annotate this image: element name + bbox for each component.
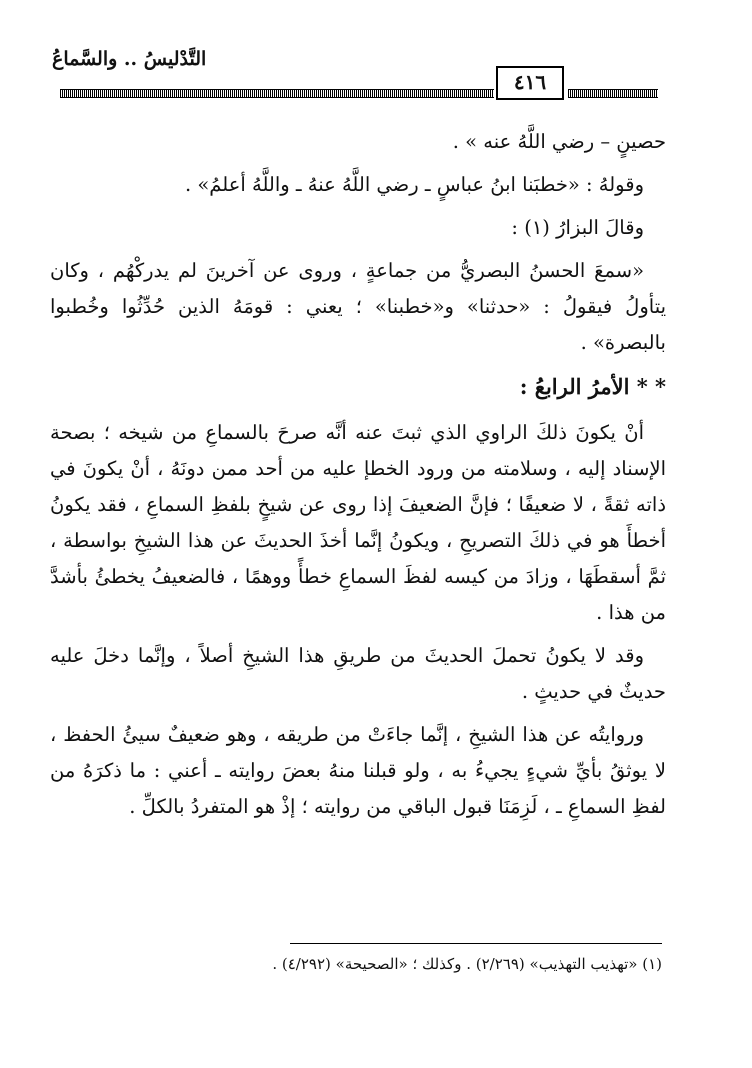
paragraph-7: وروايتُه عن هذا الشيخِ ، إنَّما جاءَتْ من طريقه ، وهو ضعيفٌ سيئُ الحفظ ، لا يوثقُ بأيِّ شيءٍ يجيءُ به ، ولو قبلنا منهُ بعضَ روايته ـ أعني : ما ذكرَهُ من لفظِ السماعِ ـ ، لَزِمَنَا قبول الباقي من روايته ؛ إذْ هو المتفردُ بالكلِّ . [50,723,666,818]
header-rule-right [568,89,658,98]
header-rule-left [60,89,494,98]
paragraph-6: وقد لا يكونُ تحملَ الحديثَ من طريقِ هذا الشيخِ أصلاً ، وإنَّما دخلَ عليه حديثٌ في حديثٍ . [50,644,666,703]
paragraph-1: حصينٍ – رضي اللَّهُ عنه » . [452,130,666,153]
running-title: التَّدْليسُ .. والسَّماعُ [52,48,207,70]
footnote-divider [290,943,662,944]
section-heading: * * الأمرُ الرابعُ : [519,374,666,399]
page-number: ٤١٦ [513,70,547,94]
body-text [50,124,666,832]
page-number-box [496,66,564,100]
paragraph-3: وقالَ البزارُ (١) : [511,216,644,239]
paragraph-2: وقولهُ : «خطبَنا ابنُ عباسٍ ـ رضي اللَّهُ عنهُ ـ واللَّهُ أعلمُ» . [184,173,644,196]
footnote: (١) «تهذيب التهذيب» (٢/٢٦٩) . وكذلك ؛ «الصحيحة» (٤/٢٩٢) . [272,955,662,973]
paragraph-4: «سمعَ الحسنُ البصريُّ من جماعةٍ ، وروى عن آخرينَ لم يدركْهُم ، وكان يتأولُ فيقولُ : «حدثنا» و«خطبنا» ؛ يعني : قومَهُ الذين حُدِّثُوا وخُطبوا بالبصرة» . [50,259,666,354]
paragraph-5: أنْ يكونَ ذلكَ الراوي الذي ثبتَ عنه أنَّه صرحَ بالسماعِ من شيخه ؛ بصحة الإسناد إليه ، وسلامته من ورود الخطإ عليه من أحد ممن دونَهُ ، أنْ يكونَ في ذاته ثقةً ، لا ضعيفًا ؛ فإنَّ الضعيفَ إذا روى عن شيخٍ بلفظِ السماعِ ، فقد يكونُ أخطأَ هو في ذلكَ التصريحِ ، ويكونُ إنَّما أخذَ الحديثَ عن هذا الشيخِ بواسطة ، ثمَّ أسقطَهَا ، وزادَ من كيسه لفظَ السماعِ خطأً ووهمًا ، فالضعيفُ يخطئُ بأشدَّ من هذا . [50,421,666,624]
